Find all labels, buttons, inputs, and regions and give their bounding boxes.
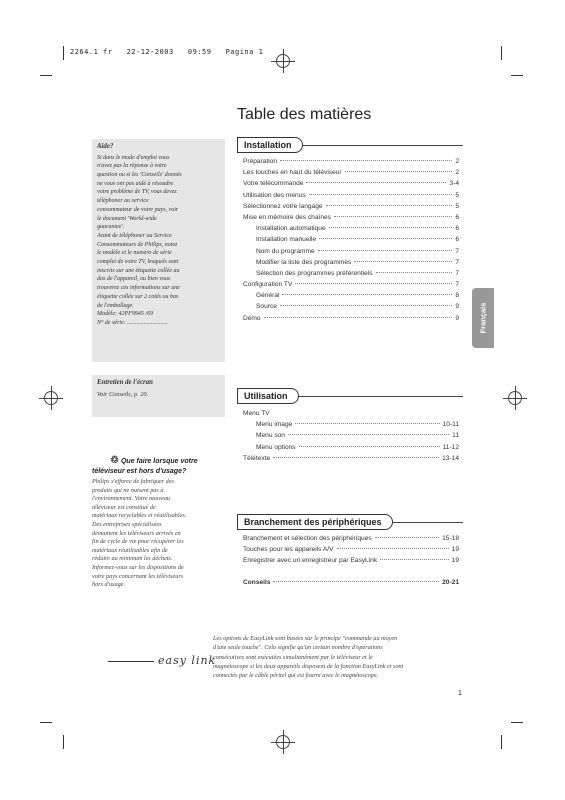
toc-label: Enregistrer avec un enregistreur par EasyLink: [243, 557, 378, 565]
language-tab: [472, 288, 494, 348]
easylink-note-line: Les options de EasyLink sont basées sur le principe "commande au moyen: [213, 635, 398, 642]
toc-label: Menu TV: [243, 410, 270, 417]
environment-line: produits qui ne nuisent pas à: [92, 486, 164, 494]
toc-label: Sélection des programmes préférentiels: [256, 269, 373, 277]
toc-label: Conseils: [243, 578, 271, 586]
toc-page: 7: [455, 269, 459, 277]
registration-mark-left: [44, 391, 58, 405]
toc-row[interactable]: [243, 246, 459, 257]
print-header: 2264.1 fr 22-12-2003 09:59 Pagina 1: [70, 48, 264, 56]
toc-page: 7: [455, 281, 459, 289]
crop-mark: [63, 46, 64, 60]
environment-line: votre pays concernant les téléviseurs: [92, 572, 184, 580]
toc-row[interactable]: [243, 178, 459, 189]
language-tab-label: Français: [478, 302, 488, 334]
toc-page: 6: [455, 225, 459, 233]
aide-line: téléphoner au service: [97, 198, 149, 205]
toc-row[interactable]: [243, 190, 459, 201]
registration-mark-top: [276, 54, 290, 68]
aide-line: complet de votre TV, lesquels sont: [97, 259, 179, 266]
toc-row[interactable]: [243, 313, 459, 324]
toc-page: 7: [455, 247, 459, 255]
registration-mark-right: [508, 391, 522, 405]
toc-page: 11-12: [442, 443, 459, 451]
aide-line: de l'emballage.: [97, 302, 134, 309]
aide-line: étiquette collée sur 2 cotés ou bas: [97, 293, 179, 300]
toc-row[interactable]: [243, 544, 459, 555]
aide-line: dos de l'appareil, ou bien vous: [97, 276, 171, 283]
environment-line: démantent les téléviseurs arrivés en: [92, 529, 181, 537]
toc-label: Menu son: [256, 432, 285, 440]
toc-row[interactable]: [243, 301, 459, 312]
environment-title: [92, 456, 217, 477]
section-utilisation-label: Utilisation: [237, 388, 299, 404]
toc-installation: [243, 156, 459, 324]
toc-row[interactable]: [243, 577, 459, 588]
toc-page: 3-4: [449, 180, 459, 188]
easylink-note: [213, 634, 468, 680]
toc-row[interactable]: [243, 453, 459, 464]
toc-page: 9: [455, 303, 459, 311]
entretien-title: Entretien de l'écran: [97, 379, 153, 386]
toc-page: 9: [455, 314, 459, 322]
toc-page: 20-21: [442, 578, 459, 586]
recycle-icon: ♲: [110, 455, 119, 466]
aide-box: [92, 139, 225, 362]
crop-mark: [501, 46, 502, 60]
environment-body: [92, 478, 217, 590]
toc-page: 11: [452, 432, 459, 440]
toc-label: Menu image: [256, 421, 293, 429]
toc-label: Configuration TV: [243, 281, 293, 289]
toc-row[interactable]: [243, 419, 459, 430]
toc-label: Modifier la liste des programmes: [256, 258, 352, 266]
toc-branchement: [243, 533, 459, 588]
aide-line: Consommateurs de Philips, notez: [97, 241, 178, 248]
toc-page: 6: [455, 213, 459, 221]
aide-line: ne vous ont pas aidé à résoudre: [97, 180, 174, 187]
crop-mark: [511, 722, 523, 723]
section-installation-heading: [237, 137, 463, 153]
toc-row[interactable]: [243, 167, 459, 178]
toc-row[interactable]: [243, 156, 459, 167]
toc-row[interactable]: [243, 533, 459, 544]
environment-line: Informez-vous sur les dispositions de: [92, 563, 184, 571]
toc-row[interactable]: [243, 201, 459, 212]
environment-line: matériaux réutilisables afin de: [92, 546, 168, 554]
section-utilisation-heading: [237, 388, 463, 404]
environment-line: hors d'usage.: [92, 581, 125, 589]
easylink-note-line: magnétoscope si les deux appareils disposent de la fonction EasyLink et sont: [213, 662, 404, 670]
toc-label: Menu options: [256, 443, 296, 451]
aide-body: [97, 154, 220, 328]
crop-mark: [511, 75, 523, 76]
page-number: 1: [458, 690, 462, 697]
aide-line: votre problème de TV, vous devez: [97, 189, 177, 196]
toc-page: 2: [455, 158, 459, 165]
toc-label: Préparation: [243, 158, 278, 165]
crop-mark: [40, 722, 52, 723]
easylink-logo: [108, 654, 216, 667]
toc-page: 10-11: [442, 421, 459, 429]
aide-line: Modèle: 42PF9945 /69: [97, 311, 153, 318]
entretien-text: Voir Conseils, p. 20.: [97, 390, 149, 398]
toc-label: Nom du programme: [256, 247, 315, 255]
section-installation-label: Installation: [237, 137, 303, 153]
environment-line: Philips s'efforce de fabriquer des: [92, 478, 174, 485]
toc-row[interactable]: [243, 223, 459, 234]
toc-row[interactable]: [243, 234, 459, 245]
toc-label: Installation manuelle: [256, 236, 317, 244]
aide-title: Aide?: [97, 143, 114, 150]
environment-line: téléviseur est constitué de: [92, 503, 156, 511]
toc-row[interactable]: [243, 257, 459, 268]
aide-line: N° de série: ...........................: [97, 319, 168, 326]
page-title: Table des matières: [237, 106, 372, 123]
toc-label: Installation automatique: [256, 225, 326, 233]
section-branchement-heading: [237, 514, 463, 530]
toc-label: Général: [256, 292, 280, 300]
toc-row[interactable]: [243, 268, 459, 279]
toc-label: Sélectionnez votre langage: [243, 202, 323, 210]
aide-line: n'avez pas la réponse à votre: [97, 163, 167, 170]
entretien-box: [92, 375, 225, 417]
toc-label: Branchement et sélection des périphériques: [243, 535, 372, 542]
aide-line: Avant de téléphoner au Service: [97, 232, 172, 239]
easylink-note-line: consécutives sont exécutées simultanément par le téléviseur et le: [213, 653, 373, 661]
toc-utilisation: [243, 408, 459, 464]
toc-row[interactable]: [243, 430, 459, 441]
environment-title-text: Que faire lorsque votre téléviseur est hors d'usage?: [92, 458, 198, 475]
toc-row[interactable]: [243, 290, 459, 301]
toc-page: 19: [451, 546, 459, 554]
toc-row[interactable]: [243, 555, 459, 566]
environment-line: fin de cycle de vie pour récupérer les: [92, 538, 184, 546]
environment-line: Des entreprises spécialisées: [92, 520, 162, 528]
toc-label: Les touches en haut du téléviseur: [243, 169, 342, 177]
crop-mark: [40, 75, 52, 76]
easylink-logo-text: easy link: [158, 654, 217, 667]
toc-row[interactable]: [243, 442, 459, 453]
toc-label: Votre télécommande: [243, 180, 304, 188]
easylink-note-line: d'une seule touche". Cela signifie qu'un certain nombre d'opérations: [213, 644, 383, 652]
toc-page: 6: [455, 236, 459, 244]
aide-line: inscrits sur une étiquette collée au: [97, 267, 180, 274]
crop-mark: [501, 735, 502, 749]
toc-page: 8: [455, 292, 459, 300]
aide-line: trouverez ces informations sur une: [97, 285, 180, 292]
toc-page: 5: [455, 202, 459, 210]
toc-label: Source: [256, 303, 277, 311]
aide-line: le modèle et le numéro de série: [97, 250, 172, 257]
section-branchement-label: Branchement des périphériques: [237, 514, 393, 530]
aide-line: Si dans le mode d'emploi vous: [97, 154, 170, 161]
toc-label: Mise en mémoire des chaînes: [243, 213, 331, 221]
toc-row[interactable]: [243, 279, 459, 290]
toc-page: 2: [455, 169, 459, 177]
toc-page: 7: [455, 258, 459, 266]
aide-line: guarantee'.: [97, 224, 125, 231]
aide-line: consommateur de votre pays, voir: [97, 206, 179, 213]
toc-page: 15-18: [442, 535, 459, 542]
crop-mark: [63, 735, 64, 749]
toc-page: 5: [455, 191, 459, 199]
environment-line: l'environnement. Votre nouveau: [92, 495, 171, 503]
aide-line: le document 'World-wide: [97, 215, 157, 222]
toc-row[interactable]: [243, 408, 459, 419]
toc-label: Touches pour les appareils A/V: [243, 546, 334, 554]
toc-page: 13-14: [442, 454, 459, 462]
toc-label: Démo: [243, 314, 261, 322]
toc-row[interactable]: [243, 212, 459, 223]
registration-mark-bottom: [276, 735, 290, 749]
environment-line: réduire au minimum les déchets.: [92, 555, 173, 563]
aide-line: question ou si les 'Conseils' donnés: [97, 172, 182, 178]
environment-line: matériaux recyclables et réutilisables.: [92, 512, 187, 520]
toc-page: 19: [451, 557, 459, 565]
toc-label: Télétexte: [243, 454, 271, 462]
easylink-note-line: connectés par le câble péritel qui est fourni avec le magnétoscope.: [213, 672, 379, 680]
toc-label: Utilisation des menus: [243, 191, 306, 199]
